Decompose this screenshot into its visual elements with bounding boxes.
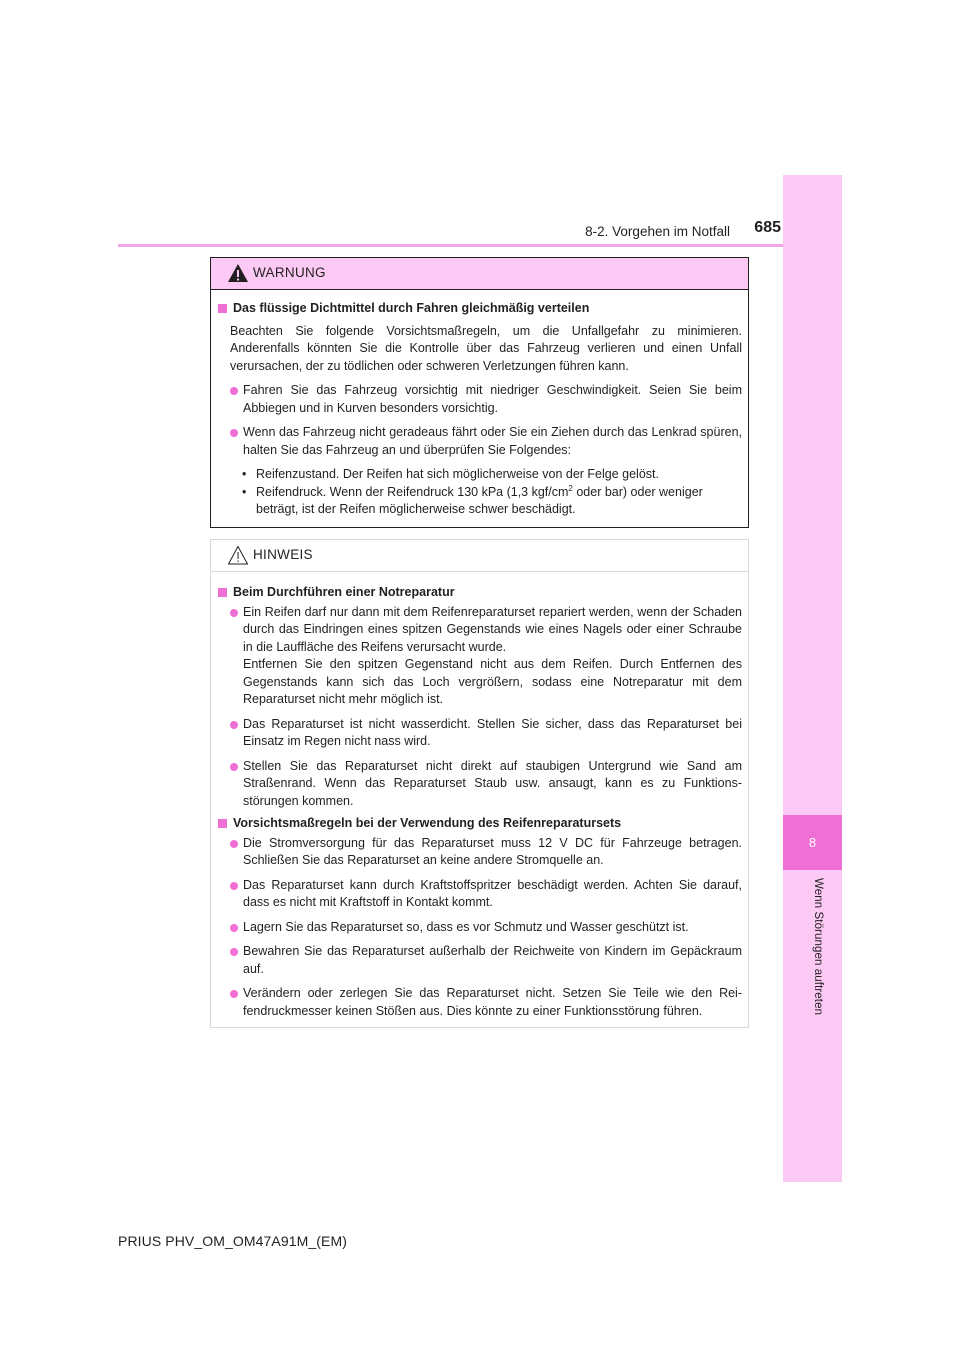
warning-header — [211, 258, 748, 290]
square-bullet-icon — [218, 304, 227, 313]
list-item-text: Die Stromversorgung für das Reparaturset muss 12 V DC für Fahrzeuge betragen. Schließen Sie das Reparaturset an keine andere Stromquelle an. — [243, 835, 742, 867]
section-title: 8-2. Vorgehen im Notfall — [585, 224, 730, 239]
sub-item-text: Reifendruck. Wenn der Reifendruck 130 kPa (1,3 kgf/$cm^2$ oder bar) oder weniger beträgt, ist der Reifen möglicherweise schwer beschädigt. — [256, 483, 703, 516]
chapter-number: 8 — [808, 835, 817, 850]
circle-bullet-icon — [230, 882, 238, 890]
circle-bullet-icon — [230, 429, 238, 437]
caution-triangle-icon — [227, 544, 249, 566]
warning-box — [210, 257, 749, 528]
warning-body — [211, 300, 748, 519]
list-item — [218, 758, 742, 811]
circle-bullet-icon — [230, 924, 238, 932]
list-item — [218, 835, 742, 870]
note-body — [211, 584, 748, 1020]
list-item — [218, 943, 742, 978]
document-id: PRIUS PHV_OM_OM47A91M_(EM) — [118, 1233, 347, 1249]
chapter-side-strip — [783, 175, 842, 1182]
note-heading-1 — [218, 584, 742, 602]
square-bullet-icon — [218, 819, 227, 828]
circle-bullet-icon — [230, 763, 238, 771]
sub-item-text: Reifenzustand. Der Reifen hat sich möglicherweise von der Felge gelöst. — [256, 467, 659, 481]
list-item — [218, 919, 742, 937]
circle-bullet-icon — [230, 948, 238, 956]
list-item — [218, 877, 742, 912]
list-item-text: Lagern Sie das Reparaturset so, dass es vor Schmutz und Wasser geschützt ist. — [243, 919, 689, 934]
sub-item: • Reifenzustand. Der Reifen hat sich möglicherweise von der Felge gelöst. — [218, 466, 742, 484]
circle-bullet-icon — [230, 387, 238, 395]
note-heading-text: Vorsichtsmaßregeln bei der Verwendung des Reifenreparatursets — [233, 816, 622, 830]
list-item-text: Verändern oder zerlegen Sie das Reparaturset nicht. Setzen Sie Teile wie den Reifendruckmesser keinen Stößen aus. Dies könnte zu einer Funktionsstörung führen. — [243, 986, 742, 1018]
list-item — [218, 382, 742, 417]
list-item — [218, 716, 742, 751]
list-item — [218, 604, 742, 709]
list-item-text: Das Reparaturset ist nicht wasserdicht. Stellen Sie sicher, dass das Reparaturset bei Einsatz im Regen nicht nass wird. — [243, 716, 742, 748]
square-bullet-icon — [218, 588, 227, 597]
header-rule — [118, 244, 783, 247]
warning-intro: Beachten Sie folgende Vorsichtsmaßregeln, um die Unfallgefahr zu minimieren. Anderenfalls könnten Sie die Kontrolle über das Fahrzeug verlieren und einen Unfall verursachen, der zu tödlichen oder schweren Verletzungen führen kann. — [230, 323, 742, 373]
note-header — [211, 540, 748, 572]
list-item-text: Das Reparaturset kann durch Kraftstoffspritzer beschädigt werden. Achten Sie darauf, dass es nicht mit Kraftstoff in Kontakt kommt. — [243, 877, 742, 909]
list-item — [218, 985, 742, 1020]
list-item-text: Wenn das Fahrzeug nicht geradeaus fährt oder Sie ein Ziehen durch das Lenkrad spüren, halten Sie das Fahrzeug an und überprüfen Sie Folgendes: — [243, 425, 742, 457]
list-item-text: Fahren Sie das Fahrzeug vorsichtig mit niedriger Geschwindigkeit. Seien Sie beim Abbiegen und in Kurven besonders vorsichtig. — [243, 383, 742, 415]
list-item — [218, 424, 742, 459]
note-box — [210, 539, 749, 1028]
circle-bullet-icon — [230, 609, 238, 617]
note-heading-text: Beim Durchführen einer Notreparatur — [233, 585, 455, 599]
list-item-text: Bewahren Sie das Reparaturset außerhalb der Reichweite von Kindern im Gepäckraum auf. — [243, 944, 742, 976]
circle-bullet-icon — [230, 721, 238, 729]
chapter-title: Wenn Störungen auftreten — [812, 878, 824, 1016]
sub-item: • Reifendruck. Wenn der Reifendruck 130 kPa (1,3 kgf/$cm^2$ oder bar) oder weniger beträgt, ist der Reifen möglicherweise schwer beschädigt. — [218, 484, 742, 519]
note-heading-2 — [218, 815, 742, 833]
circle-bullet-icon — [230, 990, 238, 998]
warning-heading — [218, 300, 742, 318]
note-title: HINWEIS — [253, 547, 313, 562]
warning-heading-text: Das flüssige Dichtmittel durch Fahren gleichmäßig verteilen — [233, 301, 590, 315]
list-item-text: Ein Reifen darf nur dann mit dem Reifenreparaturset repariert werden, wenn der Schaden durch das Eindringen eines spitzen Gegenstands wie eines Nagels oder einer Schraube in die Lauffläche des Reifens verursacht wurde. Entfernen Sie den spitzen Gegenstand nicht aus dem Reifen. Durch Entfernen des Gegenstands kann sich das Loch vergrößern, sodass eine Notreparatur mit dem Reparaturset nicht mehr möglich ist. — [243, 604, 742, 706]
list-item-text: Stellen Sie das Reparaturset nicht direkt auf staubigen Untergrund wie Sand am Straßenrand. Wenn das Reparaturset Staub usw. ansaugt, kann es zu Funktionsstörungen kommen. — [243, 758, 742, 808]
warning-title: WARNUNG — [253, 265, 326, 280]
circle-bullet-icon — [230, 840, 238, 848]
warning-triangle-icon — [227, 262, 249, 284]
page-number: 685 — [754, 219, 781, 236]
